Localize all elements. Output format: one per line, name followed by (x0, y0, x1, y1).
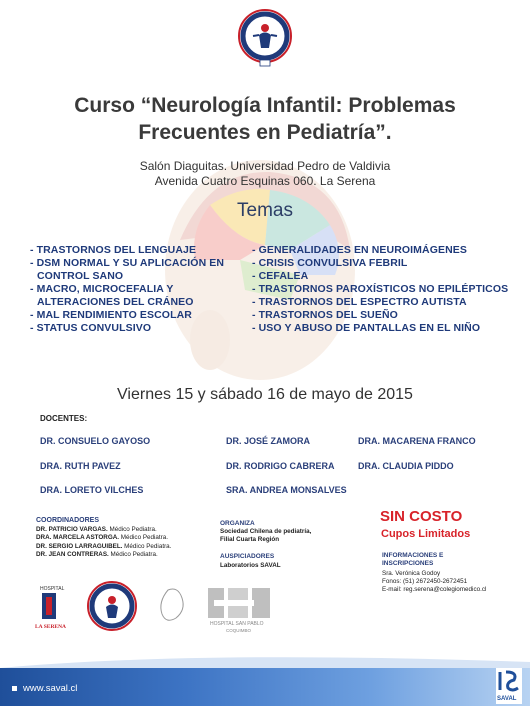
info-label: INFORMACIONES E INSCRIPCIONES (382, 552, 444, 567)
coordinador-role: Médico Pediatra. (122, 542, 172, 550)
limited-seats-label: Cupos Limitados (381, 528, 471, 540)
organiza-line-1: Sociedad Chilena de pediatría, (220, 528, 312, 535)
topics-left-list (30, 244, 245, 335)
footer-bar (0, 668, 530, 706)
coordinador-line (36, 543, 171, 551)
hsp-logo-text: HOSPITAL SAN PABLO (210, 621, 264, 627)
docente-name: DRA. LORETO VILCHES (40, 485, 144, 495)
topic-item: - DSM NORMAL Y SU APLICACIÓN EN (30, 257, 225, 269)
course-title: Curso “Neurología Infantil: Problemas Frecuentes en Pediatría”. (74, 94, 456, 144)
topic-item: - TRASTORNOS DEL SUEÑO (252, 309, 398, 321)
topic-item: ALTERACIONES DEL CRÁNEO (37, 296, 194, 308)
event-dates: Viernes 15 y sábado 16 de mayo de 2015 (117, 386, 413, 403)
coordinadores-list (36, 526, 171, 560)
topic-item: - CRISIS CONVULSIVA FEBRIL (252, 257, 408, 269)
organiza-text (220, 528, 311, 544)
topic-item: - USO Y ABUSO DE PANTALLAS EN EL NIÑO (252, 322, 481, 334)
info-contact-name: Sra. Verónica Godoy (382, 570, 441, 577)
coordinador-role: Médico Pediatra. (108, 551, 158, 559)
saval-logo-text: SAVAL (497, 696, 517, 702)
docente-name: DR. JOSÉ ZAMORA (226, 436, 311, 446)
hsp-logo-subtext: COQUIMBO (226, 628, 252, 633)
coordinador-line (36, 526, 171, 534)
info-email[interactable]: E-mail: reg.serena@colegiomedico.cl (382, 586, 487, 593)
topics-heading: Temas (237, 200, 293, 221)
coordinador-line (36, 534, 171, 542)
sponsor-logos (0, 580, 530, 640)
society-logo-bottom (88, 582, 136, 630)
docente-name: DR. RODRIGO CABRERA (226, 461, 335, 471)
hospital-la-serena-logo (35, 586, 66, 630)
topic-item: - TRASTORNOS DEL LENGUAJE (30, 244, 197, 256)
topic-item: - TRASTORNOS DEL ESPECTRO AUTISTA (252, 296, 467, 308)
bullet-icon (12, 686, 17, 691)
auspiciadores-text: Laboratorios SAVAL (220, 562, 281, 569)
topic-item: - MAL RENDIMIENTO ESCOLAR (30, 309, 192, 321)
auspiciadores-label: AUSPICIADORES (220, 553, 275, 560)
docente-name: DRA. CLAUDIA PIDDO (358, 461, 454, 471)
topic-item: - TRASTORNOS PAROXÍSTICOS NO EPILÉPTICOS (252, 283, 509, 295)
society-logo (237, 8, 293, 70)
coordinador-name: DR. JEAN CONTRERAS. (36, 551, 109, 559)
footer-url[interactable] (12, 683, 77, 694)
venue (90, 159, 440, 189)
topic-item: - MACRO, MICROCEFALIA Y (30, 283, 174, 295)
coordinador-role: Médico Pediatra. (119, 534, 169, 542)
info-phone: Fonos: (51) 2672450-2672451 (382, 578, 468, 585)
price-label: SIN COSTO (380, 508, 463, 525)
saval-logo (496, 668, 522, 704)
topics-right-list (252, 244, 522, 335)
coordinador-name: DR. PATRICIO VARGAS. (36, 526, 108, 533)
docentes-label: DOCENTES: (40, 414, 88, 423)
coordinador-name: DRA. MARCELA ASTORGA. (36, 534, 120, 542)
coordinador-line (36, 551, 171, 559)
coordinadores-label: COORDINADORES (36, 517, 100, 524)
hospital-logo-bottom-text: LA SERENA (35, 624, 67, 630)
coordinador-name: DR. SERGIO LARRAGUIBEL. (36, 542, 123, 550)
docente-name: SRA. ANDREA MONSALVES (226, 485, 347, 495)
hospital-san-pablo-logo (208, 588, 270, 633)
footer-url-text[interactable]: www.saval.cl (23, 683, 78, 694)
topic-item: CONTROL SANO (37, 270, 124, 282)
topic-item: - STATUS CONVULSIVO (30, 322, 152, 334)
docente-name: DR. CONSUELO GAYOSO (40, 436, 151, 446)
topic-item: - CEFALEA (252, 270, 309, 282)
docente-name: DRA. MACARENA FRANCO (358, 436, 476, 446)
hospital-logo-top-text: HOSPITAL (40, 586, 65, 592)
topic-item: - GENERALIDADES EN NEUROIMÁGENES (252, 244, 467, 256)
venue-line-1: Salón Diaguitas. Universidad Pedro de Valdivia (139, 159, 391, 173)
venue-line-2: Avenida Cuatro Esquinas 060. La Serena (154, 174, 376, 188)
organiza-label: ORGANIZA (220, 520, 255, 527)
docente-name: DRA. RUTH PAVEZ (40, 461, 121, 471)
organiza-line-2: Filial Cuarta Región (220, 536, 280, 543)
coordinador-role: Médico Pediatra. (107, 526, 157, 533)
